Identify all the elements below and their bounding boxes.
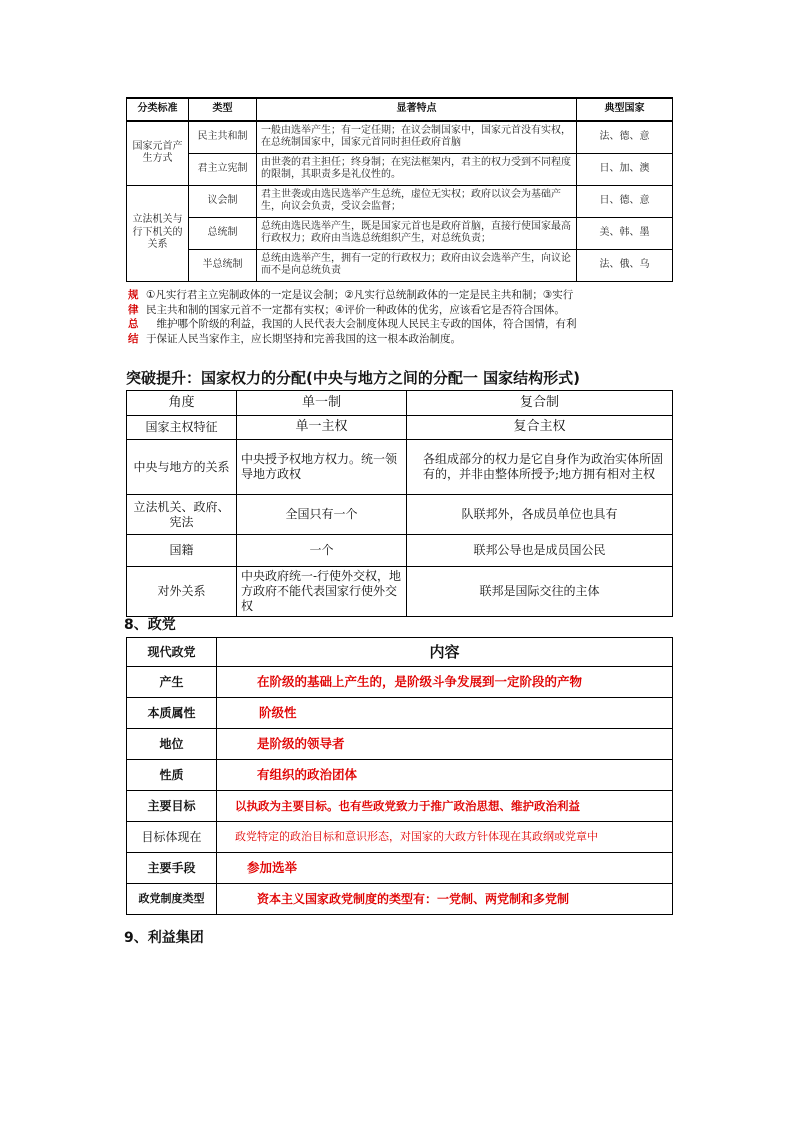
table-row: [127, 217, 673, 249]
section-heading-political-party: 8、政党: [124, 617, 176, 633]
rules-label-char: 总: [128, 318, 139, 330]
table-row: [127, 698, 673, 729]
feature-cell: 总统由选举产生，拥有一定的行政权力；政府由议会选举产生，向议论而不是向总统负责: [257, 249, 577, 281]
content-cell: 有组织的政治团体: [217, 760, 673, 791]
table-header-cell: 典型国家: [577, 98, 673, 121]
criterion-cell: 国家元首产生方式: [127, 121, 189, 185]
feature-cell: 由世袭的君主担任；终身制；在宪法框架内，君主的权力受到不同程度的限制，其职责多是礼仪性的。: [257, 153, 577, 185]
table-row: [127, 729, 673, 760]
compound-cell: 队联邦外，各成员单位也具有: [407, 495, 673, 535]
table-header-cell: 单一制: [237, 391, 407, 416]
label-cell: 本质属性: [127, 698, 217, 729]
type-cell: 总统制: [189, 217, 257, 249]
type-cell: 君主立宪制: [189, 153, 257, 185]
content-cell: 政党特定的政治目标和意识形态，对国家的大政方针体现在其政纲或党章中: [217, 822, 673, 853]
rules-summary: [128, 288, 674, 346]
aspect-cell: 中央与地方的关系: [127, 440, 237, 495]
rules-line: [128, 288, 674, 303]
compound-cell: 复合主权: [407, 416, 673, 440]
content-cell: 资本主义国家政党制度的类型有：一党制、两党制和多党制: [217, 884, 673, 915]
table-row: [127, 853, 673, 884]
table-header-cell: 内容: [217, 638, 673, 667]
type-cell: 半总统制: [189, 249, 257, 281]
rules-text: ①凡实行君主立宪制政体的一定是议会制；②凡实行总统制政体的一定是民主共和制；③实行: [146, 289, 574, 301]
rules-label-char: 规: [128, 289, 139, 301]
table-header-cell: 分类标准: [127, 98, 189, 121]
table-header-cell: 类型: [189, 98, 257, 121]
unitary-cell: 中央政府统一-行使外交权，地方政府不能代表国家行使外交权: [237, 567, 407, 617]
section-heading-power-distribution: 突破提升：国家权力的分配(中央与地方之间的分配一 国家结构形式): [126, 369, 580, 387]
table-header-cell: 现代政党: [127, 638, 217, 667]
content-cell: 以执政为主要目标。也有些政党致力于推广政治思想、维护政治利益: [217, 791, 673, 822]
table-header-cell: 复合制: [407, 391, 673, 416]
table-row: [127, 121, 673, 153]
label-cell: 目标体现在: [127, 822, 217, 853]
table-row: [127, 416, 673, 440]
rules-line: [128, 303, 674, 318]
compound-cell: 联邦是国际交往的主体: [407, 567, 673, 617]
table-header-row: [127, 391, 673, 416]
countries-cell: 美、韩、墨: [577, 217, 673, 249]
section-heading-interest-groups: 9、利益集团: [124, 930, 204, 946]
table-row: [127, 535, 673, 567]
table-row: [127, 760, 673, 791]
feature-cell: 总统由选民选举产生，既是国家元首也是政府首脑，直接行使国家最高行政权力；政府由当选总统组织产生，对总统负责；: [257, 217, 577, 249]
countries-cell: 法、俄、乌: [577, 249, 673, 281]
unitary-cell: 一个: [237, 535, 407, 567]
political-party-table: [126, 637, 673, 915]
aspect-cell: 国家主权特征: [127, 416, 237, 440]
rules-label-char: 结: [128, 332, 139, 345]
countries-cell: 法、德、意: [577, 121, 673, 153]
content-cell: 阶级性: [217, 698, 673, 729]
table-row: [127, 185, 673, 217]
table-header-row: [127, 638, 673, 667]
table-row: [127, 567, 673, 617]
compound-cell: 各组成部分的权力是它自身作为政治实体所固有的，并非由整体所授予;地方拥有相对主权: [407, 440, 673, 495]
criterion-cell: 立法机关与行下机关的关系: [127, 185, 189, 281]
rules-line: [128, 317, 674, 332]
table-row: [127, 791, 673, 822]
content-cell: 参加选举: [217, 853, 673, 884]
unitary-cell: 单一主权: [237, 416, 407, 440]
table-row: [127, 153, 673, 185]
rules-text: 民主共和制的国家元首不一定都有实权；④评价一种政体的优劣，应该看它是否符合国体。: [146, 303, 565, 316]
table-row: [127, 884, 673, 915]
table-row: [127, 495, 673, 535]
rules-text: 于保证人民当家作主，应长期坚持和完善我国的这一根本政治制度。: [146, 332, 461, 345]
table-row: [127, 249, 673, 281]
unitary-cell: 中央授予权地方权力。统一领导地方政权: [237, 440, 407, 495]
aspect-cell: 对外关系: [127, 567, 237, 617]
state-structure-table: [126, 390, 673, 617]
compound-cell: 联邦公导也是成员国公民: [407, 535, 673, 567]
feature-cell: 一般由选举产生；有一定任期；在议会制国家中，国家元首没有实权，在总统制国家中，国家元首同时担任政府首脑: [257, 121, 577, 153]
aspect-cell: 国籍: [127, 535, 237, 567]
rules-line: [128, 332, 674, 347]
content-cell: 在阶级的基础上产生的，是阶级斗争发展到一定阶段的产物: [217, 667, 673, 698]
table-header-cell: 显著特点: [257, 98, 577, 121]
feature-cell: 君主世袭或由选民选举产生总统，虚位无实权；政府以议会为基础产生，向议会负责，受议会监督；: [257, 185, 577, 217]
table-header-cell: 角度: [127, 391, 237, 416]
table-header-row: [127, 98, 673, 121]
political-system-table: [126, 97, 673, 282]
table-row: [127, 822, 673, 853]
rules-text: 维护哪个阶级的利益，我国的人民代表大会制度体现人民民主专政的国体，符合国情，有利: [146, 318, 577, 330]
table-row: [127, 440, 673, 495]
label-cell: 主要目标: [127, 791, 217, 822]
label-cell: 产生: [127, 667, 217, 698]
label-cell: 性质: [127, 760, 217, 791]
aspect-cell: 立法机关、政府、宪法: [127, 495, 237, 535]
table-row: [127, 667, 673, 698]
rules-label-char: 律: [128, 303, 139, 316]
type-cell: 民主共和制: [189, 121, 257, 153]
type-cell: 议会制: [189, 185, 257, 217]
countries-cell: 日、加、澳: [577, 153, 673, 185]
label-cell: 政党制度类型: [127, 884, 217, 915]
content-cell: 是阶级的领导者: [217, 729, 673, 760]
label-cell: 地位: [127, 729, 217, 760]
unitary-cell: 全国只有一个: [237, 495, 407, 535]
countries-cell: 日、德、意: [577, 185, 673, 217]
label-cell: 主要手段: [127, 853, 217, 884]
